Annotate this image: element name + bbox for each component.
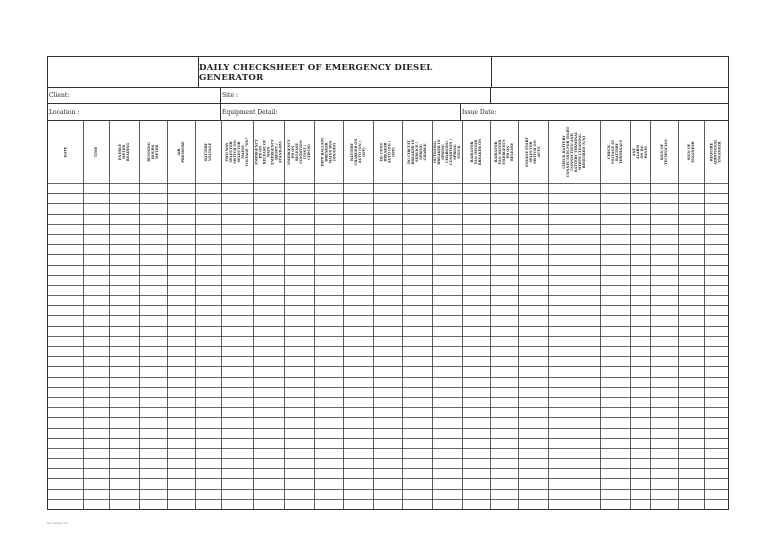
column-header-label: ENERGY METER READING (118, 142, 130, 162)
column-header (402, 121, 432, 183)
column-header (167, 121, 195, 183)
column-header (109, 121, 139, 183)
column-header (630, 121, 650, 183)
column-header-label: DIPP BALLAST BREAKER MAINS BUS (ON/OFF) (320, 137, 337, 167)
column-header-label: ENGINE START SELECTOR SWITCH ON AUTO (525, 137, 541, 167)
column-header-label: SIGN OF ENGINEER (687, 141, 695, 163)
title-row (48, 57, 728, 88)
column-header-label: SIGN OF TECHNICIAN (660, 139, 668, 165)
column-header-label: DATE (63, 146, 68, 158)
column-header (650, 121, 678, 183)
sheet-title: DAILY CHECKSHEET OF EMERGENCY DIESEL GENERATOR (198, 57, 492, 88)
column-header-label: EMERGENCY PB ON RELEASE CONDITION (TEST / CHECK) (287, 139, 311, 165)
column-header-label: DG CIRCUIT BREAKER IN SERVICE / SPRING CHARGE (407, 139, 427, 165)
column-header (518, 121, 548, 183)
column-header (221, 121, 253, 183)
column-header-label: RUNNING HOURS METER (147, 142, 159, 162)
client-label: Client: (49, 92, 70, 99)
footnote: Document ref. (47, 521, 69, 525)
column-header (284, 121, 314, 183)
column-header (490, 121, 518, 183)
column-header (343, 121, 373, 183)
column-header (139, 121, 167, 183)
column-header-label: RADIATOR FAN MOTOR EMERGENCY PB ON RELEASE (494, 139, 514, 165)
column-header-label: ANY ALARM ON DG PANEL (632, 144, 648, 160)
column-header (48, 121, 83, 183)
column-header-label: TIME (94, 146, 98, 158)
column-header-label: CHECK BATTERY CONNECTION FOR TIGHT CONNECTION AND BATTERY TERMINAL WHITE CLEANING REQUIRED (Y/N) (562, 126, 586, 178)
column-header-label: REQUIRE ADDITIONAL ENGINEER (710, 139, 722, 165)
column-header-label: CHECK VOLTAGE AT BATTERY TERMINALS (607, 139, 623, 165)
column-header (432, 121, 462, 183)
column-header-label: TWO WAY SELECTOR SWITCH ON SELECTOR MAINS VOLTAGE "ON" (225, 137, 249, 167)
info-row-client (48, 88, 728, 104)
info-row-location (48, 104, 728, 121)
column-header-label: BATTERY CHARGER ON AUTO (ON / OFF) (350, 138, 366, 166)
checksheet-table (47, 56, 729, 510)
column-header-label: OUTGOING BREAKER IN SPRING CHARGING CONDITION / SPRING STUCK (433, 139, 461, 165)
column-header (195, 121, 221, 183)
column-header (678, 121, 704, 183)
column-header-label: EMERGENCY PB ON RELEASE OF MAIN EMERGENCY (RESET / STAND-BY) (254, 139, 283, 165)
site-label: Site : (220, 88, 490, 103)
column-header (600, 121, 630, 183)
column-header (314, 121, 343, 183)
column-header-label: DG CONT BREAKER AUTO (ON / OFF) (379, 140, 396, 164)
column-header (704, 121, 728, 183)
column-header-label: BATTERY VOLTAGE (204, 142, 212, 162)
equipment-detail-label: Equipment Detail: (220, 104, 460, 120)
column-header (373, 121, 402, 183)
column-header-label: RADIATOR FAN MOTOR BREAKER ON (470, 138, 482, 166)
column-header (462, 121, 490, 183)
location-label: Location : (49, 108, 80, 116)
info-empty-cell (490, 88, 728, 103)
column-header-label: AIR PRESSURE (177, 141, 185, 163)
column-header (83, 121, 109, 183)
column-header (548, 121, 600, 183)
column-header (253, 121, 284, 183)
issue-date-label: Issue Date: (460, 104, 728, 120)
